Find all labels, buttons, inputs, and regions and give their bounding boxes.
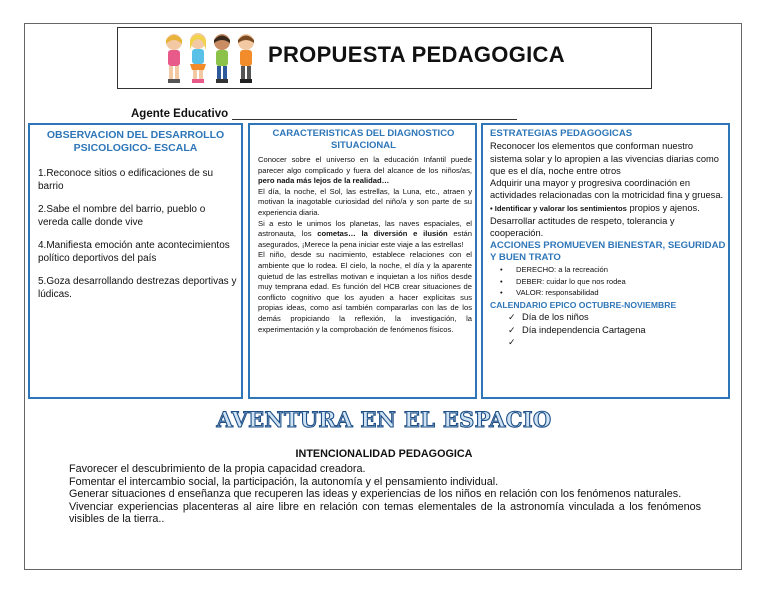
- child-2: [190, 33, 206, 83]
- list-item: 4.Manifiesta emoción ante acontecimientos político deportivos del país: [38, 240, 230, 264]
- calendario-list: [490, 311, 726, 348]
- list-item: [508, 336, 726, 348]
- child-3: [214, 34, 230, 83]
- text-run-bold: pero nada más lejos de la realidad…: [258, 176, 390, 186]
- list-item: 2.Sabe el nombre del barrio, pueblo o vereda calle donde vive: [38, 204, 206, 228]
- list-item: Vivenciar experiencias placenteras al aire libre en relación con temas elementales de la astronomía vinculada a los fenómenos visibles de la tierra..: [69, 500, 701, 526]
- diagnostico-heading: CARACTERISTICAS DEL DIAGNOSTICO SITUACIONAL: [272, 128, 455, 151]
- child-1: [166, 34, 182, 83]
- diagnostico-text: [258, 155, 472, 335]
- children-illustration: [160, 30, 260, 86]
- text-run: están asegurados, ¡Merece la pena iniciar este viaje a las estrellas!: [258, 229, 473, 249]
- intencionalidad-heading: INTENCIONALIDAD PEDAGOGICA: [295, 448, 473, 460]
- text-run-bold: cometas… la diversión e ilusión: [317, 229, 448, 239]
- list-item: ✓ Día de los niños: [508, 311, 726, 323]
- diagnostico-paragraph-3: [258, 219, 472, 251]
- diagnostico-paragraph-2: El día, la noche, el Sol, las estrellas, la Luna, etc., atraen y motivan la inagotable curiosidad del niño/a y son parte de su experiencia diaria.: [258, 186, 472, 217]
- text-run: Si a esto le unimos los planetas, las naves espaciales, el astronauta, los: [258, 218, 472, 239]
- intencionalidad-list: [69, 463, 701, 526]
- list-item: Generar situaciones d enseñanza que recuperen las ideas y experiencias de los niños en relación con los fenómenos naturales.: [69, 488, 682, 501]
- estrategias-heading: ESTRATEGIAS PEDAGOGICAS: [490, 128, 633, 139]
- list-item: • DEBER: cuidar lo que nos rodea: [504, 276, 726, 288]
- agente-educativo-line[interactable]: [232, 119, 517, 120]
- list-item: • DERECHO: a la recreación: [504, 264, 726, 276]
- diagnostico-box: [248, 123, 477, 399]
- acciones-list: [490, 264, 726, 299]
- list-item: ✓ Día independencia Cartagena: [508, 324, 726, 336]
- acciones-heading: ACCIONES PROMUEVEN BIENESTAR, SEGURIDAD Y BUEN TRATO: [490, 239, 726, 263]
- page-title: PROPUESTA PEDAGOGICA: [268, 42, 565, 67]
- estrategias-paragraph-3: [490, 202, 726, 240]
- estrategias-box: [481, 123, 730, 399]
- estrategias-paragraph-1: Reconocer los elementos que conforman nuestro sistema solar y lo apropien a las vivencias diarias como que es el día, noche entre otros: [490, 141, 719, 176]
- agente-educativo-label: Agente Educativo: [131, 108, 229, 120]
- text-run: propios y ajenos. Desarrollar actitudes de respeto, tolerancia y cooperación.: [490, 202, 700, 239]
- text-run: Conocer sobre el universo en la educación Infantil puede parecer algo complicado y fuera del alcance de los niños/as,: [258, 155, 472, 175]
- calendario-heading: CALENDARIO EPICO OCTUBRE-NOVIEMBRE: [490, 300, 677, 311]
- observacion-heading: OBSERVACION DEL DESARROLLO PSICOLOGICO- ESCALA: [46, 129, 225, 154]
- diagnostico-paragraph-4: El niño, desde su nacimiento, establece relaciones con el ambiente que lo rodea. El cielo, la noche, el día y la aparente quietud de las estrellas motivan e inquietan a los niños desde muy temprana edad. Es función del HCB crear situaciones de conflicto cognitivo que los ayuden a hacer explícitas sus propias ideas, como así también compararlas con las de los demás propiciando la reflexión, la investigación, la experimentación y la comprobación de fenómenos físicos.: [258, 250, 472, 334]
- child-4: [238, 34, 254, 83]
- observacion-box: [28, 123, 243, 399]
- list-item: Favorecer el descubrimiento de la propia capacidad creadora.: [69, 463, 366, 475]
- diagnostico-paragraph-1: [258, 155, 472, 187]
- estrategias-content: [490, 128, 726, 348]
- aventura-title: AVENTURA EN EL ESPACIO: [216, 407, 552, 432]
- estrategias-paragraph-2: Adquirir una mayor y progresiva coordinación en actividades relacionadas con la motricidad fina y gruesa.: [490, 178, 724, 201]
- list-item: Fomentar el intercambio social, la participación, la autonomía y el pensamiento individual.: [69, 475, 499, 488]
- observacion-list: [38, 167, 238, 311]
- list-item: 5.Goza desarrollando destrezas deportivas y lúdicas.: [38, 276, 237, 300]
- list-item: 1.Reconoce sitios o edificaciones de su barrio: [38, 168, 214, 192]
- list-item: • VALOR: responsabilidad: [504, 287, 726, 299]
- text-run-bold: • Identificar y valorar los sentimientos: [490, 203, 627, 213]
